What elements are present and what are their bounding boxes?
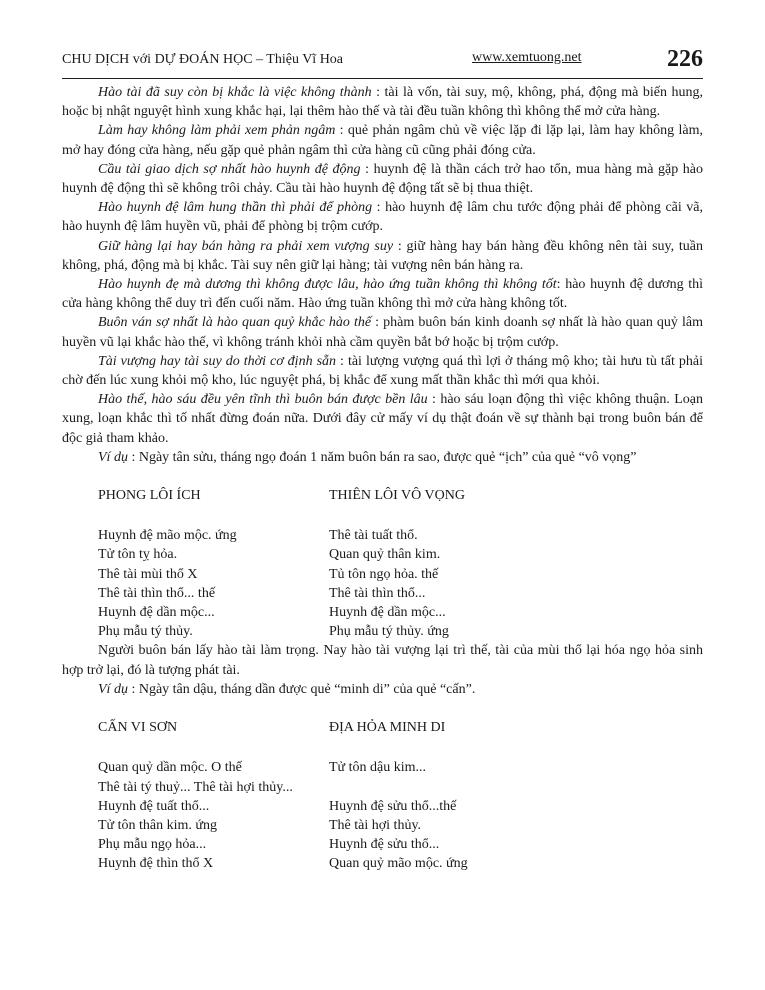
paragraph-text: : hào huynh đệ dương thì cửa hàng không thể duy trì đến cuối năm. Hào ứng tuần không thì mở cửa hàng không tốt.	[62, 277, 703, 312]
paragraph	[62, 313, 703, 351]
paragraph-text: : phàm buôn bán kinh doanh sợ nhất là hào quan quỷ lâm huyền vũ lại khắc hào thế, vì không tránh khỏi nhà cầm quyền bắt bớ hoặc bị trộm cướp.	[62, 315, 703, 350]
example-intro	[62, 680, 703, 699]
line-left: Thê tài mùi thổ X	[98, 566, 198, 582]
line-right: Thê tài thìn thổ...	[329, 585, 426, 601]
paragraph-text: : quẻ phản ngâm chủ về việc lặp đi lặp lại, làm hay không làm, mở hay đóng cửa hàng, nếu gặp quẻ phản ngâm thì cửa hàng cũ cũng phải đóng cửa.	[62, 123, 703, 158]
paragraph-lead: Buôn ván sợ nhất là hào quan quỷ khắc hào thế	[98, 315, 372, 331]
hexagram-lines-1	[98, 526, 449, 641]
paragraph	[62, 83, 703, 121]
line-left: Huynh đệ mão mộc. ứng	[98, 528, 237, 544]
paragraph-lead: Tài vượng hay tài suy do thời cơ định sẵn	[98, 353, 337, 369]
website-link[interactable]: www.xemtuong.net	[472, 50, 582, 65]
hexagram-row	[98, 545, 449, 564]
example-label: Ví dụ	[98, 681, 128, 697]
hexagram-lines-2	[98, 758, 468, 873]
page-body	[62, 83, 703, 874]
hexagram-row	[98, 565, 449, 584]
line-left: Tử tôn tỵ hỏa.	[98, 547, 178, 563]
line-left: Thê tài thìn thổ... thế	[98, 585, 216, 601]
line-right: Thê tài tuất thổ.	[329, 528, 418, 544]
paragraph	[62, 237, 703, 275]
hexagram-row	[98, 835, 468, 854]
line-left: Huynh đệ thìn thổ X	[98, 856, 214, 872]
paragraph-lead: Hào thế, hào sáu đều yên tĩnh thì buôn bán được bền lâu	[98, 392, 428, 408]
line-left: Quan quỷ dần mộc. O thế	[98, 760, 242, 776]
hexagram-row	[98, 816, 468, 835]
line-left: Huynh đệ tuất thổ...	[98, 798, 210, 814]
page-header	[62, 46, 703, 79]
book-title: CHU DỊCH với DỰ ĐOÁN HỌC – Thiệu Vĩ Hoa	[62, 52, 344, 67]
paragraph-lead: Làm hay không làm phải xem phản ngâm	[98, 123, 336, 139]
paragraph-text: : hào sáu loạn động thì việc không thuận. Loạn xung, loạn khắc thì tố nhất đừng đoán nữa. Dưới đây cử mấy ví dụ thật đoán về sự thành bại trong buôn bán để độc giả tham khảo.	[62, 392, 703, 446]
hexagram-row	[98, 778, 468, 797]
hexagram-title-right: ĐỊA HỎA MINH DI	[329, 720, 446, 736]
line-right: Quan quỷ thân kim.	[329, 547, 441, 563]
line-left: Phụ mẫu tý thủy.	[98, 624, 193, 640]
hexagram-table-2	[98, 718, 445, 737]
hexagram-row	[98, 854, 468, 873]
line-left: Thê tài tý thuỷ... Thê tài hợi thủy...	[98, 779, 293, 795]
line-right: Quan quỷ mão mộc. ứng	[329, 856, 468, 872]
hexagram-row	[98, 603, 449, 622]
line-right: Phụ mẫu tý thủy. ứng	[329, 624, 449, 640]
line-left: Huynh đệ dần mộc...	[98, 605, 215, 621]
paragraph-text: : giữ hàng hay bán hàng đều không nên tài suy, tuần không, phá, động mà bị khắc. Tài suy nên giữ lại hàng; tài vượng nên bán hàng ra.	[62, 238, 703, 273]
paragraph	[62, 390, 703, 448]
line-right	[329, 778, 468, 797]
paragraph	[62, 198, 703, 236]
line-right: Huynh đệ dần mộc...	[329, 605, 446, 621]
hexagram-row	[98, 584, 449, 603]
hexagram-table-1	[98, 486, 465, 505]
line-left: Tử tôn thân kim. ứng	[98, 817, 217, 833]
paragraph	[62, 121, 703, 159]
paragraph-lead: Hào huynh đẹ mà dương thì không được lâu, hào ứng tuần không thì không tốt	[98, 277, 557, 293]
paragraph-lead: Cầu tài giao dịch sợ nhất hào huynh đệ động	[98, 161, 361, 177]
example-label: Ví dụ	[98, 449, 128, 465]
hexagram-title-left: PHONG LÔI ÍCH	[98, 488, 201, 504]
page-number: 226	[667, 46, 703, 72]
hexagram-title-right: THIÊN LÔI VÔ VỌNG	[329, 488, 465, 504]
hexagram-row	[98, 797, 468, 816]
example-text: : Ngày tân dậu, tháng dần được quẻ “minh di” của quẻ “cấn”.	[127, 681, 476, 697]
paragraph-lead: Hào huynh đệ lâm hung thần thì phải để phòng	[98, 200, 373, 216]
example-conclusion: Người buôn bán lấy hào tài làm trọng. Nay hào tài vượng lại trì thế, tài của mùi thổ lại hóa ngọ hỏa sinh hợp trở lại, đó là tượng phát tài.	[62, 643, 703, 678]
hexagram-title-left: CẤN VI SƠN	[98, 720, 178, 736]
line-right: Huynh đệ sửu thổ...thế	[329, 798, 457, 814]
hexagram-row	[98, 622, 449, 641]
line-right: Huynh đệ sửu thổ...	[329, 837, 440, 853]
line-left: Phụ mẫu ngọ hỏa...	[98, 837, 207, 853]
example-intro	[62, 448, 703, 467]
paragraph-text: : tài là vốn, tài suy, mộ, không, phá, động mà biến hung, hoặc bị nhật nguyệt hình xung khắc hại, lại thêm hào thế và tài đều tuần không thì không thể mở cửa hàng.	[62, 85, 703, 120]
paragraph	[62, 275, 703, 313]
paragraph-text: : hào huynh đệ lâm chu tước động phải để phòng cãi vã, hào huynh đệ lâm huyền vũ, phải để phòng bị trộm cướp.	[62, 200, 704, 235]
paragraph-lead: Hào tài đã suy còn bị khắc là việc không thành	[98, 85, 372, 100]
paragraph-text: : huynh đệ là thần cách trở hao tổn, mua hàng mà gặp hào huynh đệ động thì sẽ không trôi chảy. Cầu tài hào huynh đệ động tất sẽ bị thua thiệt.	[62, 161, 703, 197]
paragraph-lead: Giữ hàng lại hay bán hàng ra phải xem vượng suy	[98, 238, 394, 254]
hexagram-row	[98, 526, 449, 545]
line-right: Tử tôn dậu kim...	[329, 760, 427, 776]
paragraph-text: : tài lượng vượng quá thì lợi ở tháng mộ kho; tài hưu tù tất phải chờ đến lúc xung khỏi mộ kho, lúc nguyệt phá, bị khắc để xung mất thần khắc thì mới qua khỏi.	[62, 353, 703, 389]
line-right: Tủ tôn ngọ hỏa. thế	[329, 566, 439, 582]
hexagram-row	[98, 758, 468, 777]
paragraph	[62, 160, 703, 198]
paragraph	[62, 352, 703, 390]
line-right: Thê tài hợi thủy.	[329, 817, 422, 833]
example-text: : Ngày tân sửu, tháng ngọ đoán 1 năm buôn bán ra sao, được quẻ “ịch” của quẻ “vô vọng”	[127, 449, 637, 465]
